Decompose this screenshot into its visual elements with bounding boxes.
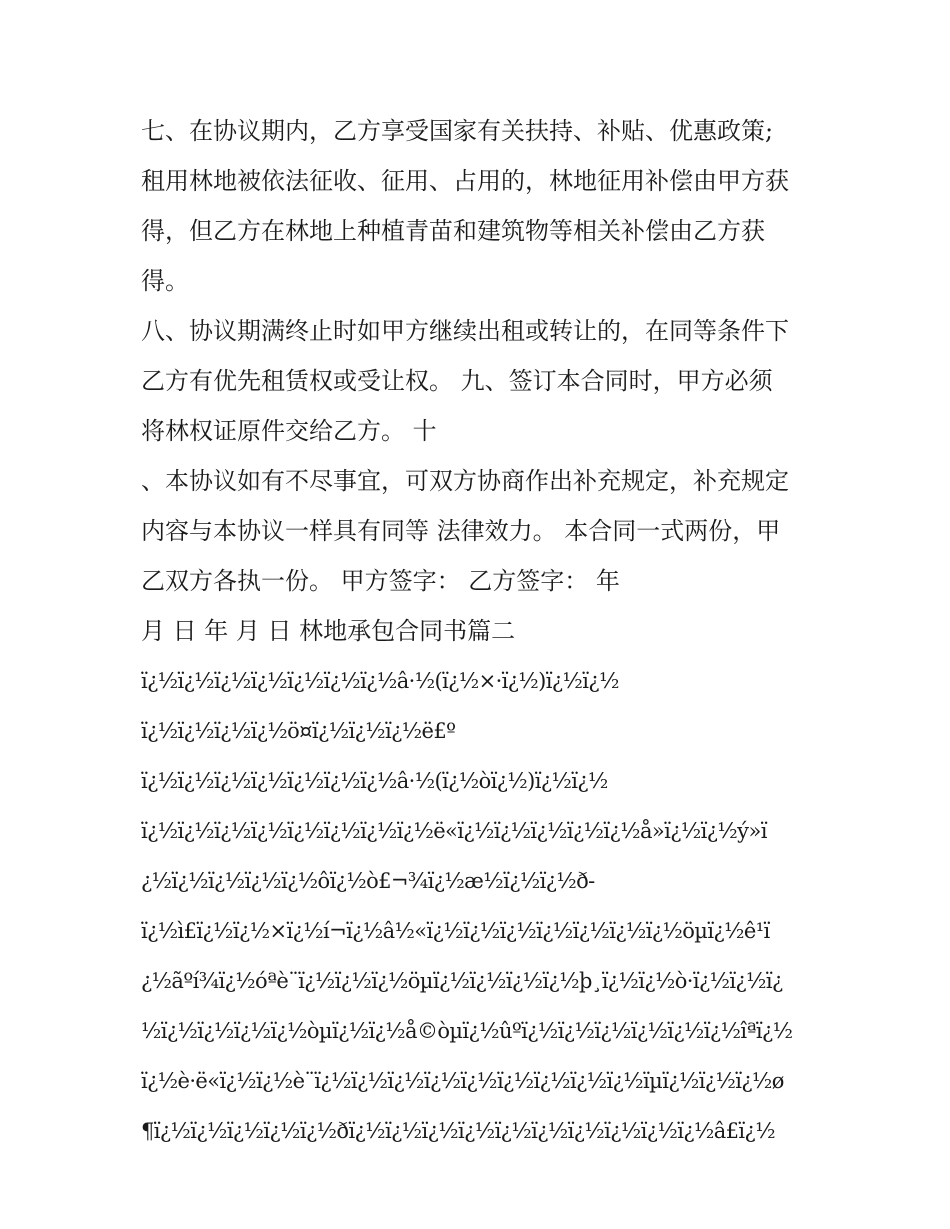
clause-8-line-1: 八、协议期满终止时如甲方继续出租或转让的，在同等条件下 (141, 317, 789, 345)
garbled-text-line: ï¿½è·ë«ï¿½ï¿½è¨ï¿½ï¿½ï¿½ï¿½ï¿½ï¿½ï¿½ï¿½ï¿½ïµï¿½ï¿½ï¿½ø (141, 1069, 784, 1093)
clause-7-line-3: 得，但乙方在林地上种植青苗和建筑物等相关补偿由乙方获 (141, 217, 765, 245)
clause-10-line-1: 、本协议如有不尽事宜，可双方协商作出补充规定，补充规定 (141, 467, 789, 495)
clause-7-line-4: 得。 (141, 267, 189, 295)
garbled-text-line: ¿½ãºí¾ï¿½óªè¨ï¿½ï¿½ï¿½öµï¿½ï¿½ï¿½ï¿½þ¸ï¿½ï¿½ò·ï¿½ï¿½ï¿ (141, 969, 783, 993)
garbled-text-line: ï¿½ï¿½ï¿½ï¿½ö¤ï¿½ï¿½ï¿½ë£º (141, 719, 456, 743)
signature-line: 乙双方各执一份。 甲方签字： 乙方签字： 年 (141, 567, 620, 595)
garbled-text-line: ï¿½ï¿½ï¿½ï¿½ï¿½ï¿½ï¿½â·½(ï¿½×·ï¿½)ï¿½ï¿½ (141, 669, 619, 693)
date-and-section-title-line: 月 日 年 月 日 林地承包合同书篇二 (141, 617, 516, 645)
garbled-text-line: ï¿½ï¿½ï¿½ï¿½ï¿½ï¿½ï¿½ï¿½ë«ï¿½ï¿½ï¿½ï¿½ï¿½å»ï¿½ï¿½ý»ï (141, 819, 767, 843)
clause-8-9-line: 乙方有优先租赁权或受让权。 九、签订本合同时，甲方必须 (141, 367, 773, 395)
garbled-text-line: ½ï¿½ï¿½ï¿½ï¿½òµï¿½ï¿½å©òµï¿½ûºï¿½ï¿½ï¿½ï¿½ï¿½ï¿½îªï¿½ (141, 1019, 793, 1043)
garbled-text-line: ¿½ï¿½ï¿½ï¿½ï¿½ôï¿½ò£¬¾ï¿½æ½ï¿½ï¿½ð- (141, 869, 595, 893)
clause-10-line-2: 内容与本协议一样具有同等 法律效力。 本合同一式两份，甲 (141, 517, 781, 545)
clause-7-line-1: 七、在协议期内，乙方享受国家有关扶持、补贴、优惠政策; (141, 117, 774, 145)
garbled-text-line: ï¿½ì£ï¿½ï¿½×ï¿½í¬ï¿½â½«ï¿½ï¿½ï¿½ï¿½ï¿½ï¿½ï¿½öµï¿½ê¹ï (141, 919, 770, 943)
clause-9-10-line: 将林权证原件交给乙方。 十 (141, 417, 437, 445)
garbled-text-line: ¶ï¿½ï¿½ï¿½ï¿½ï¿½ðï¿½ï¿½ï¿½ï¿½ï¿½ï¿½ï¿½ï¿½ï¿½ï¿½â£ï¿½ (141, 1119, 775, 1143)
clause-7-line-2: 租用林地被依法征收、征用、占用的，林地征用补偿由甲方获 (141, 167, 789, 195)
document-body (141, 106, 821, 1156)
garbled-text-line: ï¿½ï¿½ï¿½ï¿½ï¿½ï¿½ï¿½â·½(ï¿½òï¿½)ï¿½ï¿½ (141, 769, 608, 793)
